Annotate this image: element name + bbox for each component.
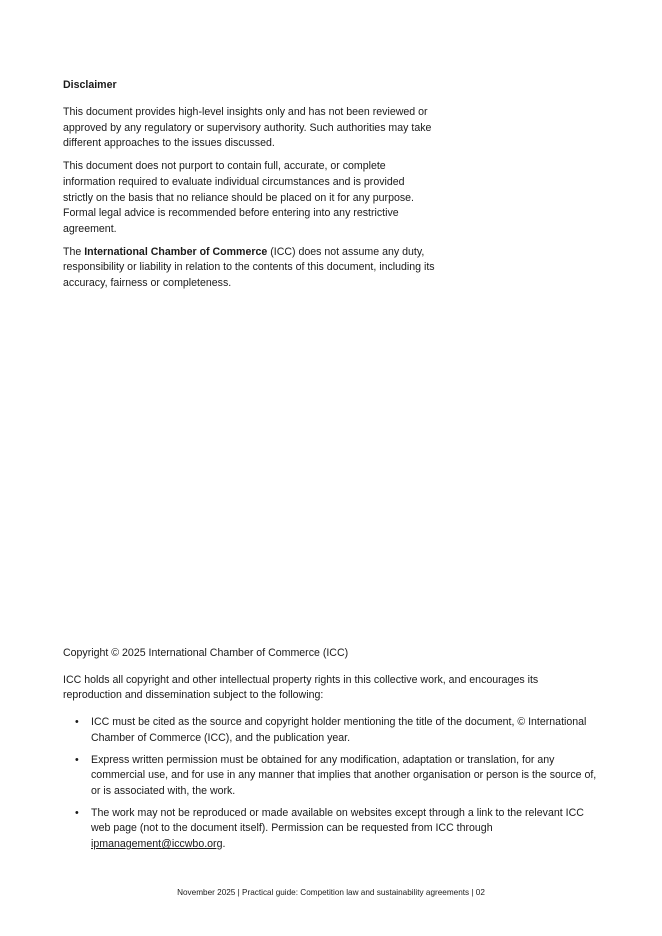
- bullet-icon: •: [75, 806, 79, 819]
- bullet-icon: •: [75, 716, 79, 729]
- disclaimer-section: [63, 78, 435, 299]
- copyright-conditions-list: [63, 715, 598, 853]
- list-item-end: .: [222, 838, 226, 851]
- list-item: [75, 715, 598, 746]
- list-item-text: ICC must be cited as the source and copyright holder mentioning the title of the document, © International Chamber of Commerce (ICC), and the publication year.: [91, 716, 587, 744]
- disclaimer-paragraph-2: This document does not purport to contain full, accurate, or complete information required to evaluate individual circumstances and is provided strictly on the basis that no reliance should be placed on it for any purpose. Formal legal advice is recommended before entering into any restrictive agreement.: [63, 160, 414, 235]
- list-item: [75, 806, 598, 853]
- email-link[interactable]: ipmanagement@iccwbo.org: [91, 838, 223, 851]
- disclaimer-paragraph-3-prefix: The: [63, 245, 85, 258]
- disclaimer-paragraph-3-suffix: (ICC) does not assume any duty, responsibility or liability in relation to the contents of this document, including its accuracy, fairness or completeness.: [63, 245, 435, 290]
- disclaimer-paragraph-3: [63, 245, 435, 292]
- icc-name-bold: International Chamber of Commerce: [84, 245, 268, 258]
- list-item-text: The work may not be reproduced or made available on websites except through a link to the relevant ICC web page (not to the document itself). Permission can be requested from ICC through: [91, 806, 584, 835]
- list-item: [75, 753, 598, 800]
- copyright-section: [63, 646, 598, 859]
- page-footer: November 2025 | Practical guide: Competition law and sustainability agreements | 02: [177, 888, 485, 897]
- copyright-line: Copyright © 2025 International Chamber of Commerce (ICC): [63, 647, 349, 659]
- list-item-text: Express written permission must be obtained for any modification, adaptation or translation, for any commercial use, and for use in any manner that implies that another organisation or person is the source of, or is associated with, the work.: [91, 753, 597, 797]
- disclaimer-heading: Disclaimer: [63, 79, 117, 91]
- bullet-icon: •: [75, 753, 79, 766]
- disclaimer-paragraph-1: This document provides high-level insights only and has not been reviewed or approved by any regulatory or supervisory authority. Such authorities may take different approaches to the issues discussed.: [63, 106, 432, 150]
- copyright-intro: ICC holds all copyright and other intellectual property rights in this collective work, and encourages its reproduction and dissemination subject to the following:: [63, 673, 539, 702]
